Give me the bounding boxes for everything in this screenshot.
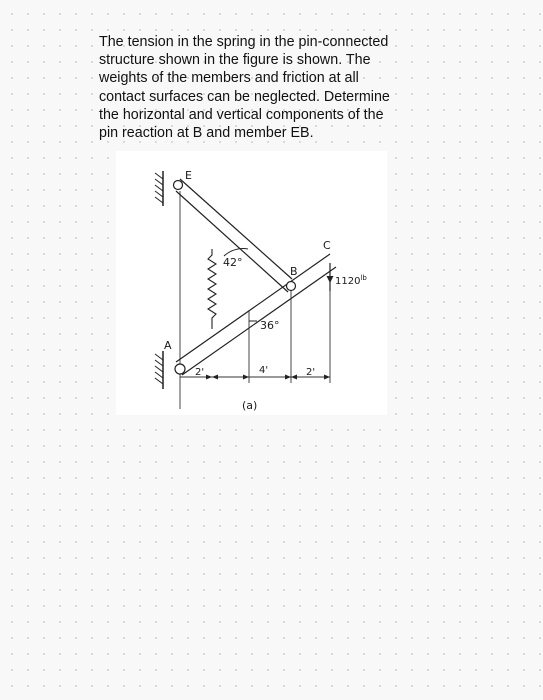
label-point-e: E [185,169,192,182]
label-point-a: A [164,339,172,352]
load-unit: lb [360,274,367,282]
problem-line: the horizontal and vertical components of the [99,106,384,123]
pin-e [174,181,183,190]
problem-line: structure shown in the figure is shown. The [99,52,371,69]
label-dim-right: 2' [306,367,316,378]
problem-line: pin reaction at B and member EB. [99,125,314,142]
load-value: 1120 [335,276,361,287]
structure-figure [116,151,387,415]
problem-statement [99,33,429,142]
wall-support-a [155,351,163,389]
structure-diagram [116,151,387,415]
load-arrow [327,263,334,291]
label-load [335,274,367,287]
label-angle-bottom: 36° [260,319,280,332]
spring [208,249,216,329]
problem-line: weights of the members and friction at all [99,70,359,87]
member-ac [176,254,336,375]
label-point-c: C [323,239,331,252]
pin-a [175,364,185,374]
label-dim-left: 2' [195,367,205,378]
problem-line: contact surfaces can be neglected. Determine [99,88,390,105]
label-dim-middle: 4' [259,365,269,376]
figure-caption: (a) [242,399,258,412]
pin-b [287,282,296,291]
problem-line: The tension in the spring in the pin-connected [99,34,389,50]
label-point-b: B [290,265,298,278]
member-eb [176,179,292,292]
label-angle-top: 42° [223,256,243,269]
wall-support-e [155,171,163,206]
